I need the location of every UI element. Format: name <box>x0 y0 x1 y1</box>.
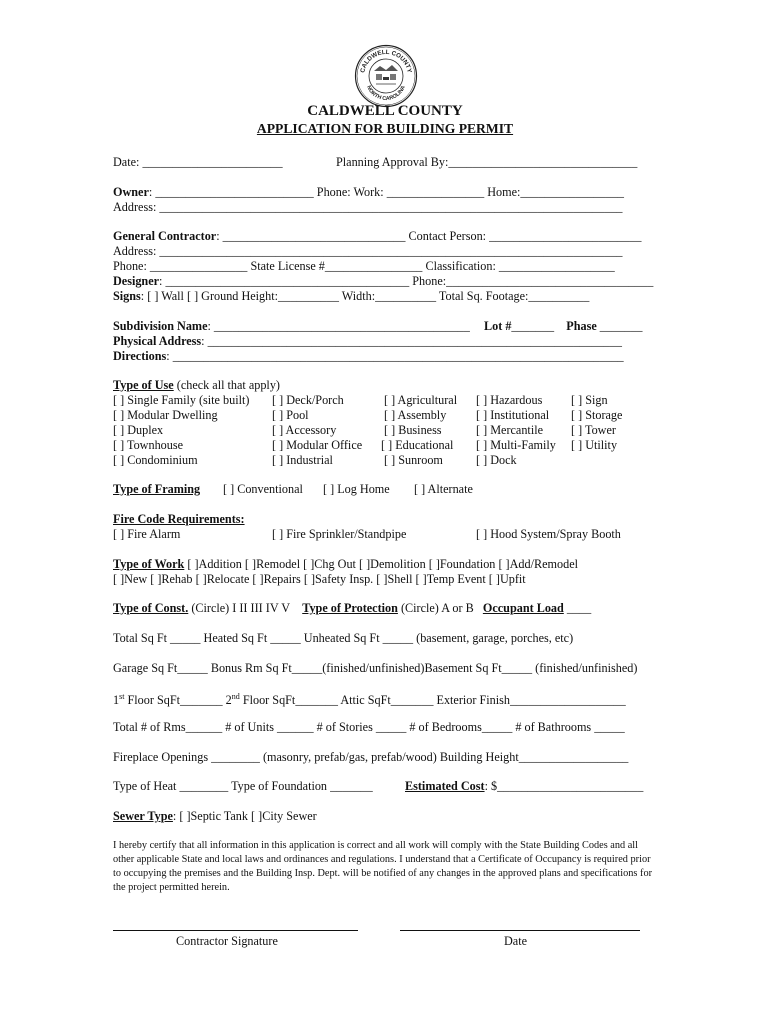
type-of-protection-options: (Circle) A or B <box>397 601 474 615</box>
floor-sqft-line[interactable] <box>113 690 626 707</box>
date-label: Date <box>504 934 528 948</box>
type-of-work-line[interactable] <box>113 557 578 571</box>
phase-label: Phase <box>566 319 597 333</box>
directions-label: Directions <box>113 349 167 363</box>
use-option[interactable]: [ ] Accessory <box>272 423 337 437</box>
floor1-field: Floor SqFt_______ 2 <box>124 693 232 708</box>
date-field[interactable]: Date: _______________________ <box>113 155 283 169</box>
use-option[interactable]: [ ] Dock <box>476 453 517 467</box>
use-option[interactable]: [ ] Multi-Family <box>476 438 556 452</box>
garage-bonus-basement-line[interactable]: Garage Sq Ft_____ Bonus Rm Sq Ft_____(finished/unfinished)Basement Sq Ft_____ (finished/unfinished) <box>113 661 638 675</box>
physical-address-label: Physical Address <box>113 334 202 348</box>
fire-code-heading: Fire Code Requirements: <box>113 512 245 526</box>
framing-conventional-option[interactable]: [ ] Conventional <box>223 482 303 496</box>
sewer-type-label: Sewer Type <box>113 809 173 823</box>
sewer-type-options: : [ ]Septic Tank [ ]City Sewer <box>172 809 317 823</box>
lot-phase-line[interactable] <box>484 319 642 333</box>
framing-alternate-option[interactable]: [ ] Alternate <box>414 482 473 496</box>
signs-fields: : [ ] Wall [ ] Ground Height:__________ Width:__________ Total Sq. Footage:__________ <box>140 289 590 303</box>
lot-label: Lot # <box>484 319 512 333</box>
use-option[interactable]: [ ] Business <box>384 423 442 437</box>
lot-field: _______ <box>511 319 555 333</box>
fireplace-height-line[interactable]: Fireplace Openings ________ (masonry, prefab/gas, prefab/wood) Building Height__________________ <box>113 750 629 764</box>
owner-label: Owner <box>113 185 149 199</box>
floor1-suffix: st <box>119 692 125 701</box>
directions-line[interactable] <box>113 349 624 363</box>
framing-log-home-option[interactable]: [ ] Log Home <box>323 482 390 496</box>
general-contractor-fields: : ______________________________ Contact Person: _________________________ <box>216 229 642 243</box>
owner-fields: : __________________________ Phone: Work: ________________ Home:_________________ <box>148 185 625 199</box>
use-option[interactable]: [ ] Storage <box>571 408 623 422</box>
type-of-use-note: (check all that apply) <box>173 378 280 392</box>
use-option[interactable]: [ ] Utility <box>571 438 618 452</box>
floor1-number: 1 <box>113 693 120 708</box>
general-contractor-line[interactable] <box>113 229 641 243</box>
use-option[interactable]: [ ] Modular Dwelling <box>113 408 218 422</box>
use-option[interactable]: [ ] Condominium <box>113 453 198 467</box>
fire-sprinkler-option[interactable]: [ ] Fire Sprinkler/Standpipe <box>272 527 407 541</box>
county-title: CALDWELL COUNTY <box>307 103 463 119</box>
use-option[interactable]: [ ] Agricultural <box>384 393 458 407</box>
occupant-load-label: Occupant Load <box>482 601 564 615</box>
fire-alarm-option[interactable]: [ ] Fire Alarm <box>113 527 181 541</box>
use-option[interactable]: [ ] Modular Office <box>272 438 363 452</box>
type-of-use-heading <box>113 378 280 392</box>
use-option[interactable]: [ ] Pool <box>272 408 309 422</box>
planning-approval-field[interactable]: Planning Approval By:_______________________________ <box>336 155 638 169</box>
heat-foundation-line[interactable]: Type of Heat ________ Type of Foundation _______ <box>113 779 373 793</box>
use-option[interactable]: [ ] Institutional <box>476 408 550 422</box>
designer-line[interactable] <box>113 274 653 288</box>
construction-line[interactable] <box>113 601 591 615</box>
physical-address-line[interactable] <box>113 334 622 348</box>
designer-label: Designer <box>113 274 160 288</box>
date-signature-line[interactable] <box>400 930 640 931</box>
owner-line[interactable] <box>113 185 624 199</box>
use-option[interactable]: [ ] Mercantile <box>476 423 543 437</box>
designer-fields: : ________________________________________ Phone:__________________________________ <box>159 274 654 288</box>
directions-field: : __________________________________________________________________________ <box>166 349 624 363</box>
rooms-line[interactable]: Total # of Rms______ # of Units ______ # of Stories _____ # of Bedrooms_____ # of Bathrooms _____ <box>113 720 625 734</box>
floor2-suffix: nd <box>231 692 240 701</box>
seal-top-text: CALDWELL COUNTY <box>359 48 413 74</box>
subdivision-label: Subdivision Name <box>113 319 208 333</box>
subdivision-line[interactable] <box>113 319 470 333</box>
seal-bottom-text: NORTH CAROLINA <box>365 84 407 103</box>
hood-system-option[interactable]: [ ] Hood System/Spray Booth <box>476 527 621 541</box>
use-option[interactable]: [ ] Sign <box>571 393 608 407</box>
use-option[interactable]: [ ] Hazardous <box>476 393 543 407</box>
use-option[interactable]: [ ] Educational <box>381 438 454 452</box>
type-of-const-options: (Circle) I II III IV V <box>188 601 291 615</box>
type-of-work-options: [ ]Addition [ ]Remodel [ ]Chg Out [ ]Demolition [ ]Foundation [ ]Add/Remodel <box>184 557 578 571</box>
estimated-cost-field: : $________________________ <box>484 779 644 793</box>
type-of-work-label: Type of Work <box>113 557 185 571</box>
floor2-attic-exterior-fields: Floor SqFt_______ Attic SqFt_______ Exterior Finish___________________ <box>239 693 626 708</box>
form-title: APPLICATION FOR BUILDING PERMIT <box>256 121 514 136</box>
contractor-signature-label: Contractor Signature <box>176 934 278 948</box>
contractor-address-field[interactable]: Address: ____________________________________________________________________________ <box>113 244 623 258</box>
subdivision-field: : __________________________________________ <box>207 319 470 333</box>
estimated-cost-line[interactable] <box>405 779 643 793</box>
signs-label: Signs <box>113 289 141 303</box>
use-option[interactable]: [ ] Deck/Porch <box>272 393 344 407</box>
phase-field: _______ <box>596 319 643 333</box>
svg-text:NORTH CAROLINA <box>365 85 407 102</box>
certification-statement: I hereby certify that all information in this application is correct and all work will comply with the State Building Codes and all other applicable State and local laws and ordinances and regulations. I understand that a Certificate of Occupancy is required prior to occupying the premises and the Building Insp. Dept. will be notified of any changes in the approved plans and specifications for the project permitted herein. <box>113 840 653 893</box>
square-footage-line[interactable]: Total Sq Ft _____ Heated Sq Ft _____ Unheated Sq Ft _____ (basement, garage, porches, etc) <box>113 631 574 645</box>
physical-address-field: : ____________________________________________________________________ <box>201 334 622 348</box>
county-seal-icon <box>354 44 418 108</box>
general-contractor-label: General Contractor <box>113 229 217 243</box>
type-of-protection-label: Type of Protection <box>302 601 398 615</box>
use-option[interactable]: [ ] Duplex <box>113 423 164 437</box>
use-option[interactable]: [ ] Townhouse <box>113 438 184 452</box>
type-of-use-label: Type of Use <box>113 378 174 392</box>
occupant-load-field: ____ <box>563 601 592 615</box>
use-option[interactable]: [ ] Tower <box>571 423 616 437</box>
phone-license-line[interactable]: Phone: ________________ State License #________________ Classification: ___________________ <box>113 259 615 273</box>
type-of-work-options-2[interactable]: [ ]New [ ]Rehab [ ]Relocate [ ]Repairs [ ]Safety Insp. [ ]Shell [ ]Temp Event [ ]Upfit <box>113 572 526 586</box>
signs-line[interactable] <box>113 289 589 303</box>
use-option[interactable]: [ ] Sunroom <box>384 453 443 467</box>
use-option[interactable]: [ ] Assembly <box>384 408 447 422</box>
type-of-const-label: Type of Const. <box>113 601 189 615</box>
owner-address-field[interactable]: Address: ____________________________________________________________________________ <box>113 200 623 214</box>
use-option[interactable]: [ ] Industrial <box>272 453 333 467</box>
contractor-signature-line[interactable] <box>113 930 358 931</box>
estimated-cost-label: Estimated Cost <box>405 779 485 793</box>
type-of-framing-label: Type of Framing <box>113 482 201 496</box>
use-option[interactable]: [ ] Single Family (site built) <box>113 393 250 407</box>
sewer-type-line[interactable] <box>113 809 317 823</box>
